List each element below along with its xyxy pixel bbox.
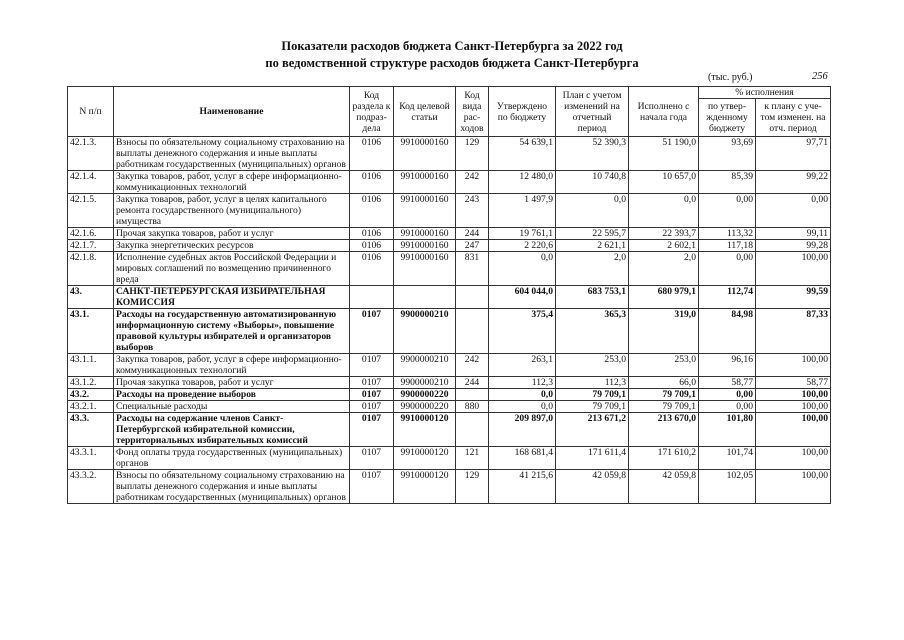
row-kind-code [456, 309, 489, 354]
row-kind-code: 244 [456, 377, 489, 389]
row-executed: 42 059,8 [629, 470, 699, 504]
row-number: 42.1.6. [68, 228, 114, 240]
row-pct-approved: 93,69 [699, 137, 756, 171]
row-executed: 2 602,1 [629, 240, 699, 252]
row-name: Специальные расходы [114, 401, 350, 413]
row-target-code: 9910000160 [394, 228, 456, 240]
row-pct-plan: 100,00 [756, 470, 831, 504]
table-row [68, 171, 831, 194]
row-section-code: 0106 [350, 240, 394, 252]
row-section-code: 0107 [350, 401, 394, 413]
row-kind-code: 129 [456, 137, 489, 171]
row-kind-code: 831 [456, 252, 489, 286]
row-pct-approved: 117,18 [699, 240, 756, 252]
header-target-code: Код целевой статьи [394, 87, 456, 137]
report-title: Показатели расходов бюджета Санкт-Петербурга за 2022 год [281, 39, 623, 53]
row-name: САНКТ-ПЕТЕРБУРГСКАЯ ИЗБИРАТЕЛЬНАЯ КОМИССИЯ [114, 286, 350, 309]
row-pct-plan: 100,00 [756, 413, 831, 447]
table-row [68, 447, 831, 470]
row-pct-approved: 102,05 [699, 470, 756, 504]
row-section-code: 0106 [350, 137, 394, 171]
page-number: 256 [812, 71, 828, 82]
row-section-code: 0106 [350, 171, 394, 194]
row-executed: 171 610,2 [629, 447, 699, 470]
row-pct-plan: 87,33 [756, 309, 831, 354]
table-row [68, 354, 831, 377]
row-target-code: 9900000210 [394, 354, 456, 377]
row-name: Прочая закупка товаров, работ и услуг [114, 228, 350, 240]
row-executed: 319,0 [629, 309, 699, 354]
row-kind-code: 129 [456, 470, 489, 504]
row-pct-plan: 100,00 [756, 447, 831, 470]
row-pct-approved: 0,00 [699, 401, 756, 413]
row-section-code: 0107 [350, 389, 394, 401]
row-pct-approved: 96,16 [699, 354, 756, 377]
row-target-code: 9910000160 [394, 171, 456, 194]
table-row [68, 413, 831, 447]
row-name: Расходы на государственную автоматизированную информационную систему «Выборы», повышение правовой культуры избирателей и организаторов выборов [114, 309, 350, 354]
row-approved: 12 480,0 [489, 171, 556, 194]
header-section-code: Код раздела к подраз-дела [350, 87, 394, 137]
table-row [68, 240, 831, 252]
row-name: Прочая закупка товаров, работ и услуг [114, 377, 350, 389]
row-pct-approved: 101,80 [699, 413, 756, 447]
row-name: Закупка энергетических ресурсов [114, 240, 350, 252]
row-number: 42.1.5. [68, 194, 114, 228]
row-number: 43.3. [68, 413, 114, 447]
row-pct-approved: 84,98 [699, 309, 756, 354]
table-row [68, 286, 831, 309]
row-pct-approved: 113,32 [699, 228, 756, 240]
row-executed: 0,0 [629, 194, 699, 228]
row-number: 42.1.3. [68, 137, 114, 171]
row-section-code: 0107 [350, 447, 394, 470]
table-row [68, 470, 831, 504]
row-approved: 112,3 [489, 377, 556, 389]
row-executed: 213 670,0 [629, 413, 699, 447]
row-executed: 79 709,1 [629, 401, 699, 413]
row-target-code: 9900000210 [394, 377, 456, 389]
table-row [68, 389, 831, 401]
row-plan: 0,0 [556, 194, 629, 228]
row-section-code: 0107 [350, 354, 394, 377]
row-target-code: 9910000160 [394, 194, 456, 228]
row-pct-approved: 112,74 [699, 286, 756, 309]
row-pct-plan: 99,28 [756, 240, 831, 252]
row-approved: 0,0 [489, 252, 556, 286]
table-row [68, 252, 831, 286]
row-executed: 51 190,0 [629, 137, 699, 171]
row-plan: 10 740,8 [556, 171, 629, 194]
row-section-code: 0106 [350, 228, 394, 240]
row-target-code: 9900000220 [394, 401, 456, 413]
row-executed: 680 979,1 [629, 286, 699, 309]
row-plan: 365,3 [556, 309, 629, 354]
row-number: 43.1. [68, 309, 114, 354]
row-section-code: 0106 [350, 252, 394, 286]
row-approved: 263,1 [489, 354, 556, 377]
row-approved: 1 497,9 [489, 194, 556, 228]
row-plan: 683 753,1 [556, 286, 629, 309]
row-kind-code [456, 413, 489, 447]
table-row [68, 194, 831, 228]
row-target-code [394, 286, 456, 309]
row-approved: 0,0 [489, 401, 556, 413]
table-row [68, 137, 831, 171]
row-approved: 2 220,6 [489, 240, 556, 252]
row-number: 43. [68, 286, 114, 309]
row-target-code: 9900000210 [394, 309, 456, 354]
row-pct-plan: 99,59 [756, 286, 831, 309]
row-pct-plan: 0,00 [756, 194, 831, 228]
row-kind-code: 244 [456, 228, 489, 240]
row-name: Закупка товаров, работ, услуг в сфере информационно-коммуникационных технологий [114, 354, 350, 377]
table-row [68, 401, 831, 413]
row-executed: 79 709,1 [629, 389, 699, 401]
row-approved: 0,0 [489, 389, 556, 401]
row-kind-code: 247 [456, 240, 489, 252]
row-name: Взносы по обязательному социальному страхованию на выплаты денежного содержания и иные выплаты работникам государственных (муниципальных) органов [114, 470, 350, 504]
row-plan: 79 709,1 [556, 401, 629, 413]
row-kind-code [456, 286, 489, 309]
header-name: Наименование [114, 87, 350, 137]
row-kind-code: 121 [456, 447, 489, 470]
row-plan: 2,0 [556, 252, 629, 286]
row-target-code: 9910000160 [394, 252, 456, 286]
row-pct-approved: 0,00 [699, 194, 756, 228]
row-section-code [350, 286, 394, 309]
row-name: Закупка товаров, работ, услуг в сфере информационно-коммуникационных технологий [114, 171, 350, 194]
row-target-code: 9910000120 [394, 413, 456, 447]
row-target-code: 9900000220 [394, 389, 456, 401]
row-number: 43.1.1. [68, 354, 114, 377]
row-plan: 213 671,2 [556, 413, 629, 447]
header-plan: План с учетом изменений на отчетный период [556, 87, 629, 137]
row-pct-approved: 101,74 [699, 447, 756, 470]
row-section-code: 0106 [350, 194, 394, 228]
row-target-code: 9910000160 [394, 137, 456, 171]
header-pct-plan: к плану с уче-том изменен. на отч. период [756, 99, 831, 137]
row-plan: 112,3 [556, 377, 629, 389]
row-approved: 168 681,4 [489, 447, 556, 470]
row-plan: 79 709,1 [556, 389, 629, 401]
budget-table [67, 86, 831, 504]
row-approved: 375,4 [489, 309, 556, 354]
row-plan: 52 390,3 [556, 137, 629, 171]
row-pct-plan: 99,22 [756, 171, 831, 194]
header-num: N п/п [68, 87, 114, 137]
row-pct-plan: 58,77 [756, 377, 831, 389]
row-name: Закупка товаров, работ, услуг в целях капитального ремонта государственного (муниципального) имущества [114, 194, 350, 228]
row-number: 42.1.8. [68, 252, 114, 286]
header-executed: Исполнено с начала года [629, 87, 699, 137]
row-target-code: 9910000160 [394, 240, 456, 252]
row-number: 43.1.2. [68, 377, 114, 389]
report-subtitle: по ведомственной структуре расходов бюджета Санкт-Петербурга [265, 56, 639, 70]
row-number: 43.2. [68, 389, 114, 401]
row-approved: 19 761,1 [489, 228, 556, 240]
row-pct-approved: 0,00 [699, 389, 756, 401]
row-number: 43.3.1. [68, 447, 114, 470]
row-name: Расходы на проведение выборов [114, 389, 350, 401]
header-pct-approved: по утвер-жденному бюджету [699, 99, 756, 137]
row-section-code: 0107 [350, 413, 394, 447]
row-approved: 54 639,1 [489, 137, 556, 171]
row-pct-approved: 0,00 [699, 252, 756, 286]
row-kind-code: 242 [456, 354, 489, 377]
row-approved: 41 215,6 [489, 470, 556, 504]
row-plan: 42 059,8 [556, 470, 629, 504]
row-approved: 604 044,0 [489, 286, 556, 309]
row-executed: 66,0 [629, 377, 699, 389]
row-plan: 22 595,7 [556, 228, 629, 240]
row-approved: 209 897,0 [489, 413, 556, 447]
header-pct-group: % исполнения [699, 87, 831, 99]
units-label: (тыс. руб.) [708, 72, 753, 83]
row-plan: 2 621,1 [556, 240, 629, 252]
row-executed: 22 393,7 [629, 228, 699, 240]
row-executed: 2,0 [629, 252, 699, 286]
row-number: 43.3.2. [68, 470, 114, 504]
table-row [68, 228, 831, 240]
row-pct-plan: 97,71 [756, 137, 831, 171]
row-name: Исполнение судебных актов Российской Федерации и мировых соглашений по возмещению причиненного вреда [114, 252, 350, 286]
row-pct-plan: 100,00 [756, 252, 831, 286]
row-target-code: 9910000120 [394, 447, 456, 470]
row-pct-approved: 85,39 [699, 171, 756, 194]
row-section-code: 0107 [350, 377, 394, 389]
row-plan: 171 611,4 [556, 447, 629, 470]
row-pct-plan: 100,00 [756, 354, 831, 377]
table-row [68, 377, 831, 389]
row-number: 43.2.1. [68, 401, 114, 413]
row-executed: 10 657,0 [629, 171, 699, 194]
row-pct-plan: 99,11 [756, 228, 831, 240]
row-pct-plan: 100,00 [756, 389, 831, 401]
row-plan: 253,0 [556, 354, 629, 377]
row-pct-approved: 58,77 [699, 377, 756, 389]
row-section-code: 0107 [350, 470, 394, 504]
row-number: 42.1.7. [68, 240, 114, 252]
row-kind-code: 242 [456, 171, 489, 194]
row-executed: 253,0 [629, 354, 699, 377]
row-pct-plan: 100,00 [756, 401, 831, 413]
table-row [68, 309, 831, 354]
header-kind-code: Код вида рас-ходов [456, 87, 489, 137]
row-kind-code: 880 [456, 401, 489, 413]
row-name: Фонд оплаты труда государственных (муниципальных) органов [114, 447, 350, 470]
header-approved: Утверждено по бюджету [489, 87, 556, 137]
row-kind-code [456, 389, 489, 401]
row-target-code: 9910000120 [394, 470, 456, 504]
row-section-code: 0107 [350, 309, 394, 354]
row-name: Взносы по обязательному социальному страхованию на выплаты денежного содержания и иные выплаты работникам государственных (муниципальных) органов [114, 137, 350, 171]
row-kind-code: 243 [456, 194, 489, 228]
row-name: Расходы на содержание членов Санкт-Петербургской избирательной комиссии, территориальных избирательных комиссий [114, 413, 350, 447]
row-number: 42.1.4. [68, 171, 114, 194]
